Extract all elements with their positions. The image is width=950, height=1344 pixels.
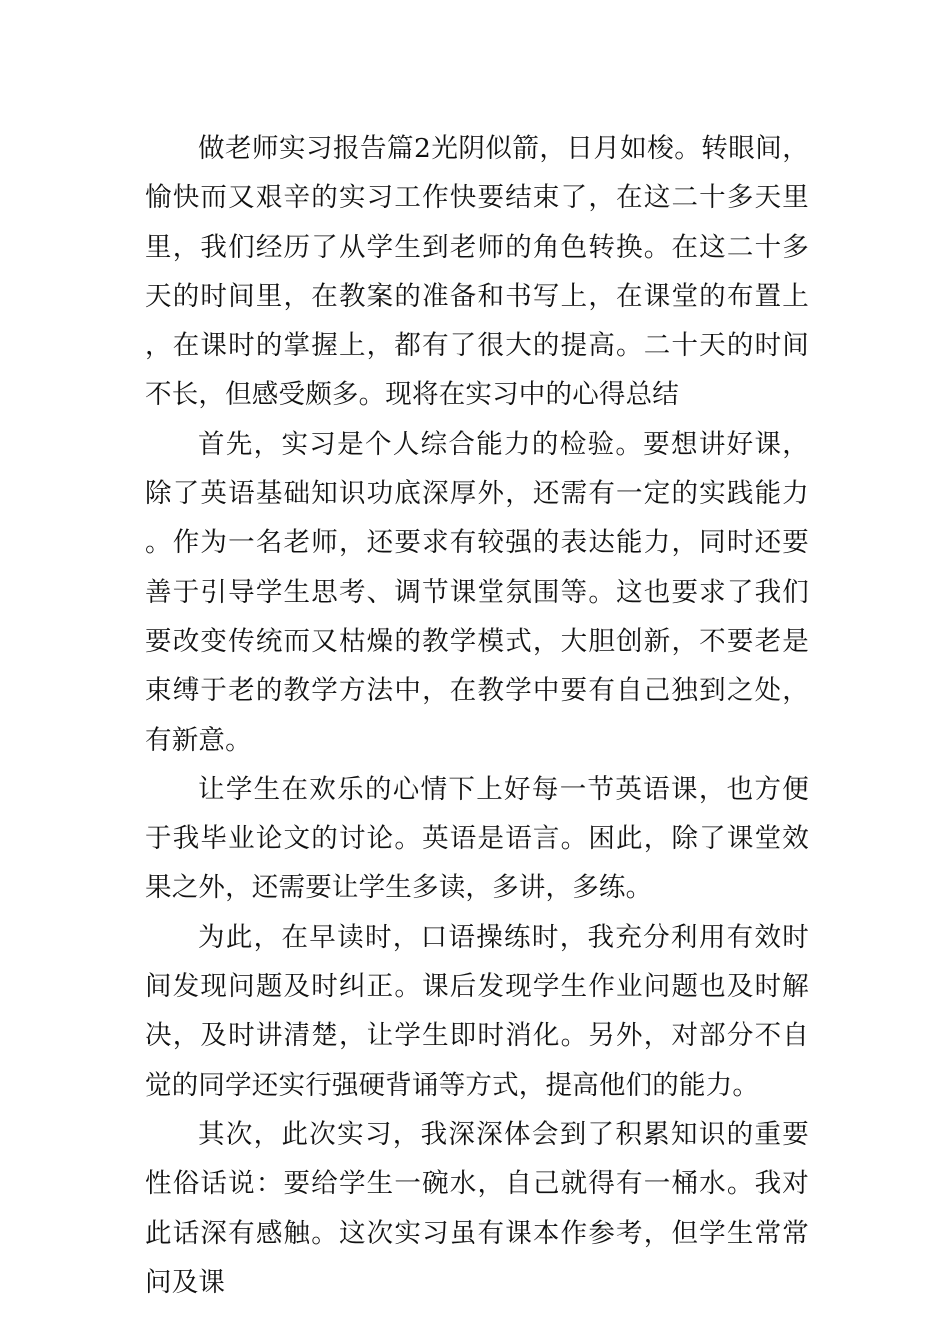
paragraph-2: 首先，实习是个人综合能力的检验。要想讲好课，除了英语基础知识功底深厚外，还需有一定的实践能力。作为一名老师，还要求有较强的表达能力，同时还要善于引导学生思考、调节课堂氛围等。这也要求了我们要改变传统而又枯燥的教学模式，大胆创新，不要老是束缚于老的教学方法中，在教学中要有自己独到之处，有新意。: [145, 428, 809, 756]
body-text: [145, 124, 809, 1307]
paragraph-1: 做老师实习报告篇2光阴似箭，日月如梭。转眼间，愉快而又艰辛的实习工作快要结束了，在这二十多天里里，我们经历了从学生到老师的角色转换。在这二十多天的时间里，在教案的准备和书写上，在课堂的布置上，在课时的掌握上，都有了很大的提高。二十天的时间不长，但感受颇多。现将在实习中的心得总结: [145, 133, 809, 411]
paragraph-3: 让学生在欢乐的心情下上好每一节英语课，也方便于我毕业论文的讨论。英语是语言。困此，除了课堂效果之外，还需要让学生多读，多讲，多练。: [145, 773, 809, 904]
paragraph-5: 其次，此次实习，我深深体会到了积累知识的重要性俗话说：要给学生一碗水，自己就得有一桶水。我对此话深有感触。这次实习虽有课本作参考，但学生常常问及课: [145, 1118, 809, 1298]
paragraph-4: 为此，在早读时，口语操练时，我充分利用有效时间发现问题及时纠正。课后发现学生作业问题也及时解决，及时讲清楚，让学生即时消化。另外，对部分不自觉的同学还实行强硬背诵等方式，提高他们的能力。: [145, 921, 809, 1101]
